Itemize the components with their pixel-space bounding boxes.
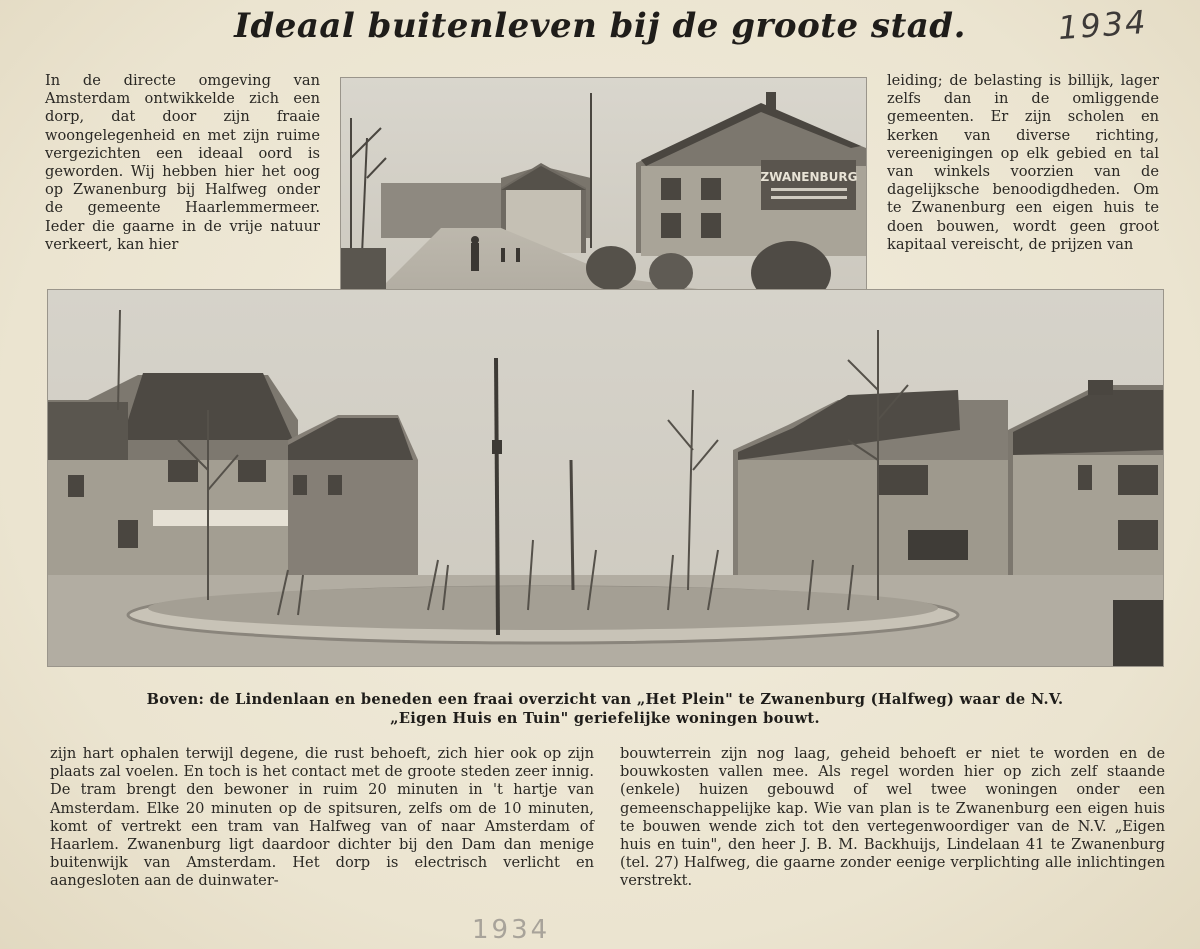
paragraph-bottom-left: zijn hart ophalen terwijl degene, die rust behoeft, zich hier ook op zijn plaats zal voelen. En toch is het contact met de groote steden zeer innig. De tram brengt den bewoner in ruim 20 minuten in 't hartje van Amsterdam. Elke 20 minuten op de spitsuren, zelfs om de 10 minuten, komt of vertrekt een tram van Halfweg van of naar Amsterdam of Haarlem. Zwanenburg ligt daardoor dichter bij den Dam dan menige buitenwijk van Amsterdam. Het dorp is electrisch verlicht en aangesloten aan de duinwater- [50, 745, 594, 890]
column-bottom-right [620, 745, 1165, 891]
handwritten-year-bottom: 1934 [472, 915, 551, 945]
square-photo-icon [48, 290, 1163, 666]
caption-line-2: „Eigen Huis en Tuin" geriefelijke woningen bouwt. [390, 710, 820, 727]
column-top-right [887, 72, 1159, 254]
paragraph-bottom-right: bouwterrein zijn nog laag, geheid behoeft er niet te worden en de bouwkosten vallen mee. Als regel worden hier op zich zelf staande (enkele) huizen gebouwd of wel twee woningen onder een gemeenschappelijke kap. Wie van plan is te Zwanenburg een eigen huis te bouwen wende zich tot den vertegenwoordiger van de N.V. „Eigen huis en tuin", den heer J. B. M. Backhuijs, Lindelaan 41 te Zwanenburg (tel. 27) Halfweg, die gaarne zonder eenige verplichting alle inlichtingen verstrekt. [620, 745, 1165, 890]
column-bottom-left [50, 745, 594, 891]
article-title: Ideaal buitenleven bij de groote stad. [234, 6, 966, 46]
sign-text: ZWANENBURG [760, 170, 858, 184]
photo-caption [40, 690, 1170, 728]
handwritten-year-top: 1934 [1056, 2, 1149, 48]
caption-line-1: Boven: de Lindenlaan en beneden een fraai overzicht van „Het Plein" te Zwanenburg (Halfweg) waar de N.V. [146, 691, 1064, 708]
column-top-left [45, 72, 320, 254]
photo-het-plein [47, 289, 1164, 667]
paragraph-top-left: In de directe omgeving van Amsterdam ontwikkelde zich een dorp, dat door zijn fraaie woongelegenheid en met zijn ruime vergezichten een ideaal oord is geworden. Wij hebben hier het oog op Zwanenburg bij Halfweg onder de gemeente Haarlemmermeer. Ieder die gaarne in de vrije natuur verkeert, kan hier [45, 72, 320, 253]
paragraph-top-right: leiding; de belasting is billijk, lager zelfs dan in de omliggende gemeenten. Er zijn scholen en kerken van diverse richting, vereenigingen op elk gebied en tal van winkels voorzien van de dagelijksche benoodigdheden. Om te Zwanenburg een eigen huis te doen bouwen, wordt geen groot kapitaal vereischt, de prijzen van [887, 72, 1159, 253]
